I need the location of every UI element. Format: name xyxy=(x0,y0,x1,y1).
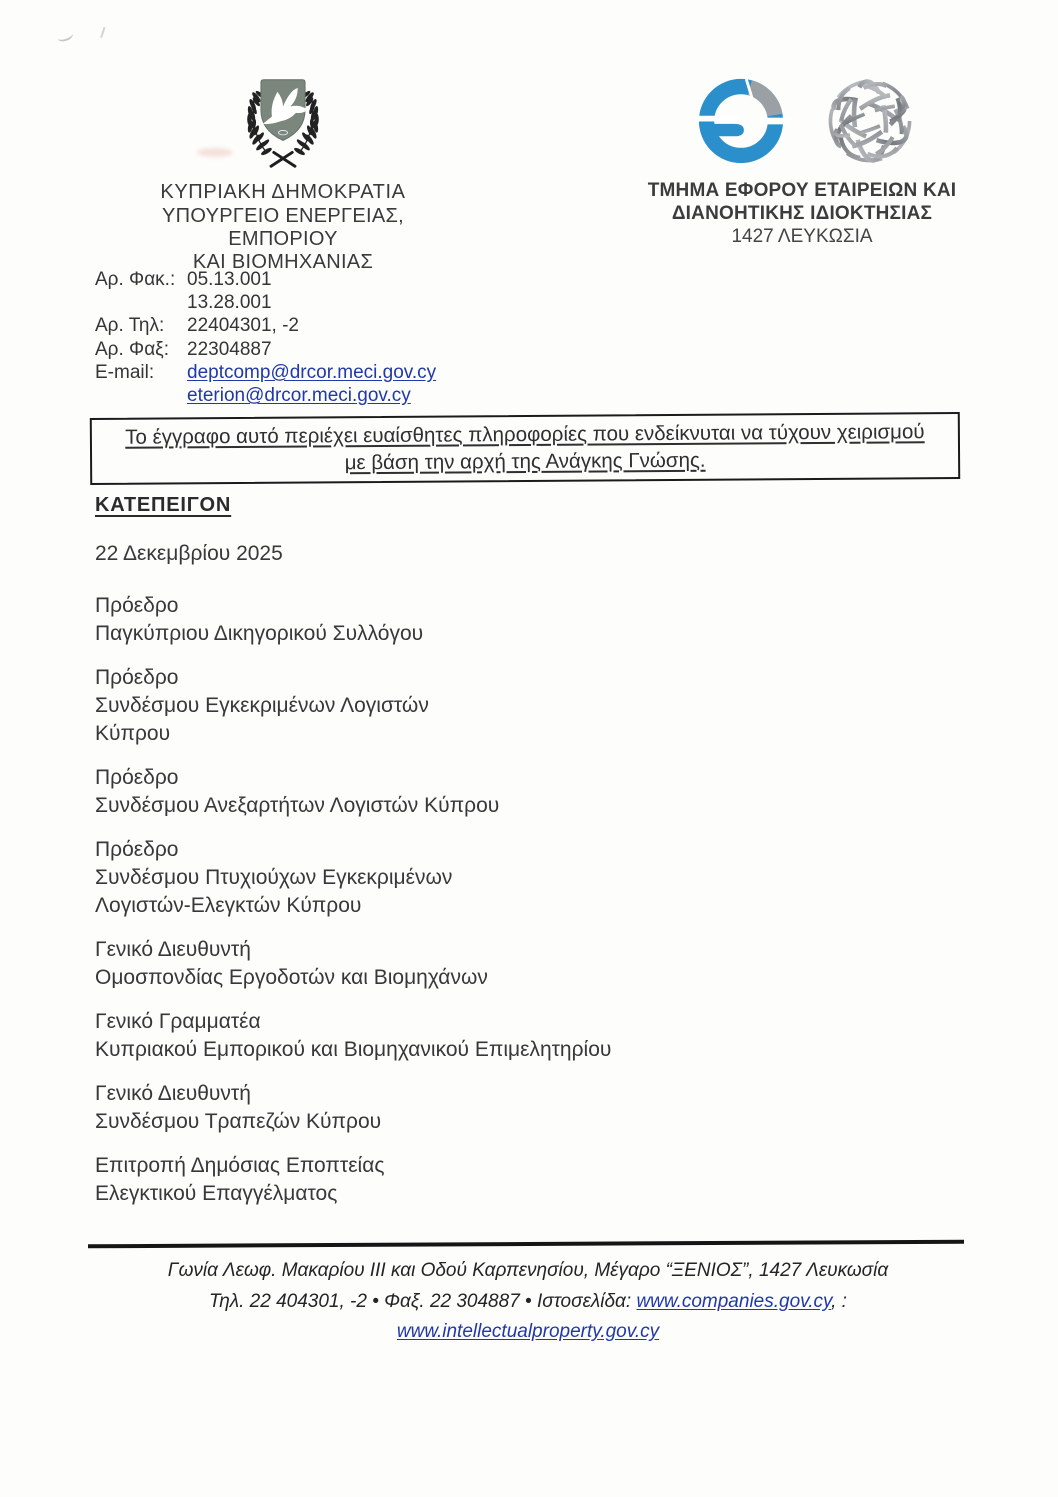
recipient-block xyxy=(95,664,795,748)
recipient-org: Συνδέσμου Εγκεκριμένων Λογιστών xyxy=(95,694,429,717)
department-city: 1427 ΛΕΥΚΩΣΙΑ xyxy=(731,226,873,247)
reference-block xyxy=(95,268,527,407)
ministry-name-line1: ΥΠΟΥΡΓΕΙΟ ΕΝΕΡΓΕΙΑΣ, ΕΜΠΟΡΙΟΥ xyxy=(161,205,405,250)
recipient-org: Λογιστών-Ελεγκτών Κύπρου xyxy=(95,894,362,917)
recipient-title: Πρόεδρο xyxy=(95,666,179,689)
recipient-title: Επιτροπή Δημόσιας Εποπτείας xyxy=(95,1154,385,1177)
ref-label-empty xyxy=(95,384,187,407)
recipient-title: Γενικό Γραμματέα xyxy=(95,1010,261,1033)
footer-divider xyxy=(88,1240,964,1248)
urgent-label: ΚΑΤΕΠΕΙΓΟΝ xyxy=(95,494,232,516)
ref-label-email: E-mail: xyxy=(95,361,155,383)
ref-value-file-2: 13.28.001 xyxy=(187,292,272,314)
department-logos xyxy=(616,74,988,168)
notice-line2: με βάση την αρχή της Ανάγκης Γνώσης. xyxy=(344,448,706,475)
ref-label-file: Αρ. Φακ.: xyxy=(95,269,176,290)
republic-header xyxy=(108,72,458,274)
recipient-title: Γενικό Διευθυντή xyxy=(95,938,251,961)
notice-line1: Το έγγραφο αυτό περιέχει ευαίσθητες πληροφορίες που ενδείκνυται να τύχουν χειρισμού xyxy=(125,420,925,449)
footer-contact-suffix: , : xyxy=(831,1290,847,1312)
ref-label-tel: Αρ. Τηλ: xyxy=(95,315,165,337)
recipient-title: Πρόεδρο xyxy=(95,594,179,617)
footer-contact-line xyxy=(94,1287,962,1318)
recipient-org: Συνδέσμου Πτυχιούχων Εγκεκριμένων xyxy=(95,866,453,889)
recipient-title: Γενικό Διευθυντή xyxy=(95,1082,251,1105)
recipient-org: Συνδέσμου Τραπεζών Κύπρου xyxy=(95,1110,382,1133)
recipient-block xyxy=(95,836,795,920)
recipient-block xyxy=(95,1152,795,1208)
ref-value-file-1: 05.13.001 xyxy=(187,269,272,290)
recipient-block xyxy=(95,764,795,820)
department-name-line2: ΔΙΑΝΟΗΤΙΚΗΣ ΙΔΙΟΚΤΗΣΙΑΣ xyxy=(671,202,933,224)
email-link-deptcomp[interactable]: deptcomp@drcor.meci.gov.cy xyxy=(187,361,437,383)
recipient-block xyxy=(95,1008,795,1064)
ministry-name-line2: ΚΑΙ ΒΙΟΜΗΧΑΝΙΑΣ xyxy=(192,251,374,273)
recipient-org: Ομοσπονδίας Εργοδοτών και Βιομηχάνων xyxy=(95,966,488,989)
cyprus-coat-of-arms-icon xyxy=(237,72,329,174)
letter-body xyxy=(95,540,795,1224)
footer-address: Γωνία Λεωφ. Μακαρίου ΙΙΙ και Οδού Καρπενησίου, Μέγαρο “ΞΕΝΙΟΣ”, 1427 Λευκωσία xyxy=(167,1260,889,1281)
recipient-block xyxy=(95,936,795,992)
scan-artifact xyxy=(94,25,105,38)
department-header xyxy=(616,74,988,248)
recipient-org: Ελεγκτικού Επαγγέλματος xyxy=(95,1182,338,1205)
registrar-of-companies-logo-icon xyxy=(688,77,794,165)
ref-value-fax: 22304887 xyxy=(187,338,272,360)
ref-label-fax: Αρ. Φαξ: xyxy=(95,338,169,360)
intellectual-property-sphere-logo-icon xyxy=(824,75,916,167)
ref-label-empty xyxy=(95,291,187,314)
scan-artifact xyxy=(56,29,74,43)
republic-title: ΚΥΠΡΙΑΚΗ ΔΗΜΟΚΡΑΤΙΑ xyxy=(160,181,406,203)
recipient-block xyxy=(95,592,795,648)
recipient-org: Συνδέσμου Ανεξαρτήτων Λογιστών Κύπρου xyxy=(95,794,500,817)
footer-contact-text: Τηλ. 22 404301, -2 • Φαξ. 22 304887 • Ιστοσελίδα: xyxy=(209,1290,637,1312)
intellectual-property-website-link[interactable]: www.intellectualproperty.gov.cy xyxy=(396,1321,660,1342)
footer xyxy=(94,1256,962,1348)
recipient-org: Παγκύπριου Δικηγορικού Συλλόγου xyxy=(95,622,424,645)
ref-value-tel: 22404301, -2 xyxy=(187,315,299,337)
recipient-title: Πρόεδρο xyxy=(95,766,179,789)
recipient-title: Πρόεδρο xyxy=(95,838,179,861)
email-link-eterion[interactable]: eterion@drcor.meci.gov.cy xyxy=(187,385,411,407)
sensitive-info-notice-box xyxy=(90,412,960,485)
letter-date: 22 Δεκεμβρίου 2025 xyxy=(95,542,283,565)
recipient-org: Κυπριακού Εμπορικού και Βιομηχανικού Επιμελητηρίου xyxy=(95,1038,612,1061)
companies-website-link[interactable]: www.companies.gov.cy xyxy=(636,1290,832,1312)
department-name-line1: ΤΜΗΜΑ ΕΦΟΡΟΥ ΕΤΑΙΡΕΙΩΝ ΚΑΙ xyxy=(647,180,957,201)
recipient-block xyxy=(95,1080,795,1136)
recipient-org: Κύπρου xyxy=(95,722,171,745)
